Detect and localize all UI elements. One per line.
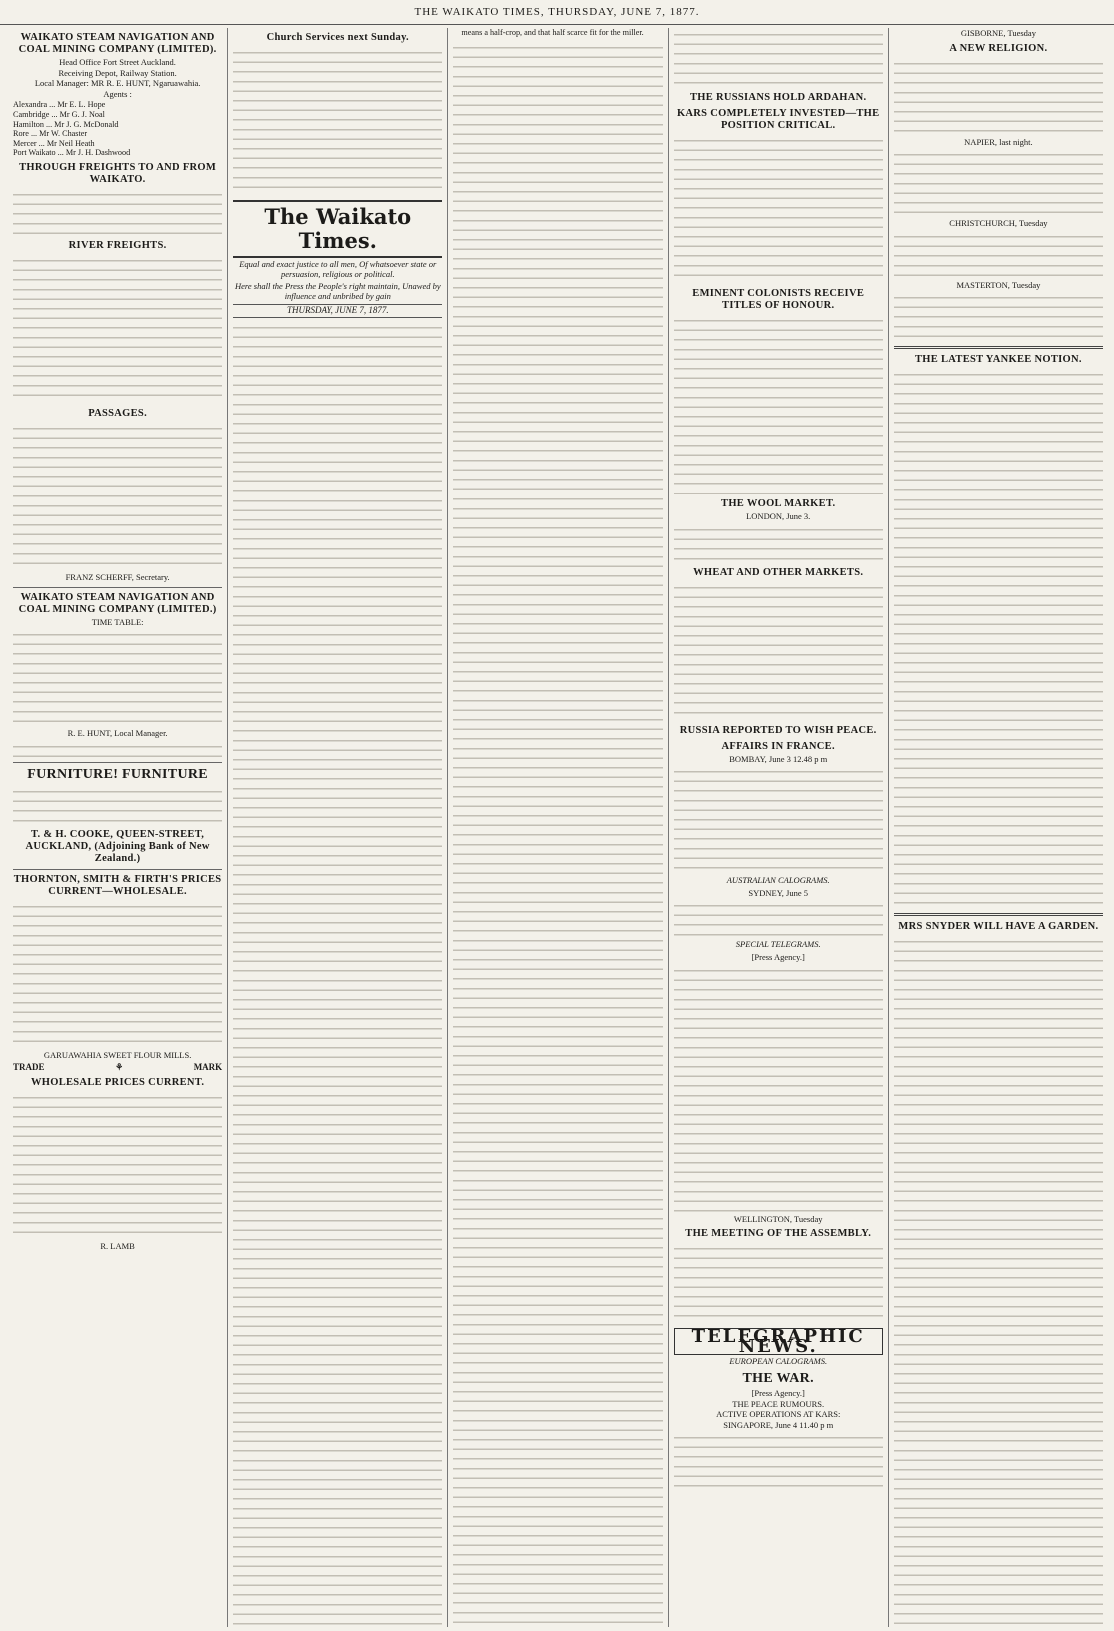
trade-label: TRADE: [13, 1062, 45, 1073]
time-table-text: [13, 628, 222, 728]
church-services-text: [233, 46, 442, 196]
active-operations-title: ACTIVE OPERATIONS AT KARS:: [716, 1409, 841, 1420]
special-telegrams-text: [674, 964, 883, 1214]
column-4: [669, 28, 889, 1627]
column-2: [228, 28, 448, 1627]
the-war-title: THE WAR.: [742, 1370, 814, 1386]
bombay-dateline: BOMBAY, June 3 12.48 p m: [729, 753, 828, 764]
new-religion-title: A NEW RELIGION.: [949, 42, 1048, 54]
ad-head-office: Head Office Fort Street Auckland.: [59, 57, 176, 67]
masterton-dateline: MASTERTON, Tuesday: [956, 279, 1041, 290]
time-table-title: TIME TABLE:: [91, 616, 144, 627]
header-title: THE WAIKATO TIMES, THURSDAY, JUNE 7, 1877.: [414, 6, 700, 18]
paper-motto: Equal and exact justice to all men, Of whatsoever state or persuasion, religious or political.: [239, 259, 437, 279]
telegraphic-news-title: TELEGRAPHIC NEWS.: [674, 1328, 883, 1355]
through-freights-title: THROUGH FREIGHTS TO AND FROM WAIKATO.: [19, 161, 217, 185]
agent-entry: Hamilton ... Mr J. G. McDonald: [13, 119, 119, 129]
column-1: [8, 28, 228, 1627]
wool-dateline: LONDON, June 3.: [746, 511, 811, 521]
special-telegrams-title: SPECIAL TELEGRAMS.: [735, 939, 821, 950]
agent-entry: Cambridge ... Mr G. J. Noal: [13, 109, 105, 119]
river-freights-text: [13, 254, 222, 404]
press-agency-label: [Press Agency.]: [751, 951, 805, 962]
agents-title: Agents :: [103, 88, 132, 99]
passages-title: PASSAGES.: [88, 407, 148, 419]
peace-rumours-title: THE PEACE RUMOURS.: [732, 1398, 825, 1409]
secretary-signoff: FRANZ SCHERFF, Secretary.: [65, 571, 170, 582]
editorial-date: THURSDAY, JUNE 7, 1877.: [233, 304, 442, 318]
church-services-title: Church Services next Sunday.: [266, 32, 409, 43]
notice-text: [13, 740, 222, 758]
wheat-text: [674, 581, 883, 721]
sydney-dateline: SYDNEY, June 5: [748, 887, 808, 898]
affairs-france-title: AFFAIRS IN FRANCE.: [721, 740, 835, 752]
eminent-colonists-title: EMINENT COLONISTS RECEIVE TITLES OF HONOUR.: [692, 288, 865, 311]
divider: [13, 762, 222, 763]
agent-entry: Rore ... Mr W. Chaster: [13, 129, 88, 139]
thornton-prices: [13, 900, 222, 1050]
columns: [8, 28, 1108, 1627]
mrs-snyder-title: MRS SNYDER WILL HAVE A GARDEN.: [898, 921, 1099, 933]
freight-table-text: [13, 188, 222, 236]
napier-text: [894, 148, 1103, 218]
ad-waikato-steam-title: WAIKATO STEAM NAVIGATION AND COAL MINING COMPANY (LIMITED).: [18, 32, 217, 55]
agent-entry: Alexandra ... Mr E. L. Hope: [13, 100, 106, 110]
war-press-agency: [Press Agency.]: [751, 1387, 805, 1398]
snyder-text: [894, 935, 1103, 1627]
furniture-title: FURNITURE! FURNITURE: [27, 766, 208, 782]
editorial-text: [233, 321, 442, 1627]
column-3-text: [453, 41, 662, 1627]
wholesale-prices: [13, 1091, 222, 1241]
flour-mills-title: GARUAWAHIA SWEET FLOUR MILLS.: [43, 1049, 192, 1060]
page-header: [0, 6, 1114, 25]
paper-motto-2: Here shall the Press the People's right maintain, Unawed by influence and unbribed by gain: [234, 281, 441, 301]
column-5: [889, 28, 1108, 1627]
wool-market-title: THE WOOL MARKET.: [721, 498, 836, 509]
thornton-title: THORNTON, SMITH & FIRTH'S PRICES CURRENT—WHOLESALE.: [13, 873, 222, 897]
cooke-advert: T. & H. COOKE, QUEEN-STREET, AUCKLAND, (Adjoining Bank of New Zealand.): [25, 828, 210, 864]
trade-mark-row: [13, 1063, 222, 1073]
divider: [13, 869, 222, 870]
paper-title: The Waikato Times.: [233, 200, 442, 258]
lamb-signoff: R. LAMB: [100, 1240, 135, 1251]
news-text: [674, 28, 883, 88]
war-text: [674, 1431, 883, 1491]
agent-entry: Mercer ... Mr Neil Heath: [13, 138, 95, 148]
kars-text: [674, 134, 883, 284]
christchurch-dateline: CHRISTCHURCH, Tuesday: [949, 218, 1048, 229]
yankee-notion-title: THE LATEST YANKEE NOTION.: [915, 354, 1082, 366]
ad-waikato-steam-title-2: WAIKATO STEAM NAVIGATION AND COAL MINING COMPANY (LIMITED.): [18, 591, 217, 615]
masterton-text: [894, 291, 1103, 341]
manager-signoff: R. E. HUNT, Local Manager.: [67, 728, 168, 739]
divider: [894, 913, 1103, 916]
religion-text: [894, 57, 1103, 137]
agent-entry: Port Waikato ... Mr J. H. Dashwood: [13, 148, 131, 158]
ad-receiving-depot: Receiving Depot, Railway Station.: [58, 67, 177, 78]
ad-local-manager: Local Manager: MR R. E. HUNT, Ngaruawahia.: [34, 78, 201, 89]
yankee-text: [894, 368, 1103, 908]
australian-calograms-title: AUSTRALIAN CALOGRAMS.: [726, 875, 830, 886]
column-3-opening: means a half-crop, and that half scarce fit for the miller.: [461, 28, 644, 37]
european-calograms-title: EUROPEAN CALOGRAMS.: [729, 1356, 828, 1367]
napier-dateline: NAPIER, last night.: [964, 136, 1033, 147]
mark-label: MARK: [193, 1062, 223, 1073]
agents-list: [13, 100, 222, 158]
divider: [894, 346, 1103, 349]
sydney-text: [674, 899, 883, 939]
russia-peace-title: RUSSIA REPORTED TO WISH PEACE.: [679, 724, 877, 736]
russians-ardahan-title: THE RUSSIANS HOLD ARDAHAN.: [690, 92, 867, 103]
singapore-dateline: SINGAPORE, June 4 11.40 p m: [723, 1419, 834, 1430]
passages-text: [13, 422, 222, 572]
france-text: [674, 765, 883, 875]
column-3: [448, 28, 668, 1627]
wholesale-title: WHOLESALE PRICES CURRENT.: [30, 1076, 205, 1088]
kars-title: KARS COMPLETELY INVESTED—THE POSITION CRITICAL.: [676, 108, 880, 131]
wool-text: [674, 523, 883, 563]
assembly-title: THE MEETING OF THE ASSEMBLY.: [685, 1228, 872, 1240]
honours-text: [674, 314, 883, 494]
crest-icon: ⚘: [115, 1062, 124, 1073]
wheat-markets-title: WHEAT AND OTHER MARKETS.: [693, 566, 864, 578]
wellington-dateline: WELLINGTON, Tuesday: [733, 1213, 823, 1224]
gisborne-dateline: GISBORNE, Tuesday: [960, 28, 1036, 38]
river-freights-title: RIVER FREIGHTS.: [68, 239, 167, 251]
divider: [13, 587, 222, 588]
furniture-text: [13, 785, 222, 825]
assembly-text: [674, 1242, 883, 1322]
christchurch-text: [894, 230, 1103, 280]
